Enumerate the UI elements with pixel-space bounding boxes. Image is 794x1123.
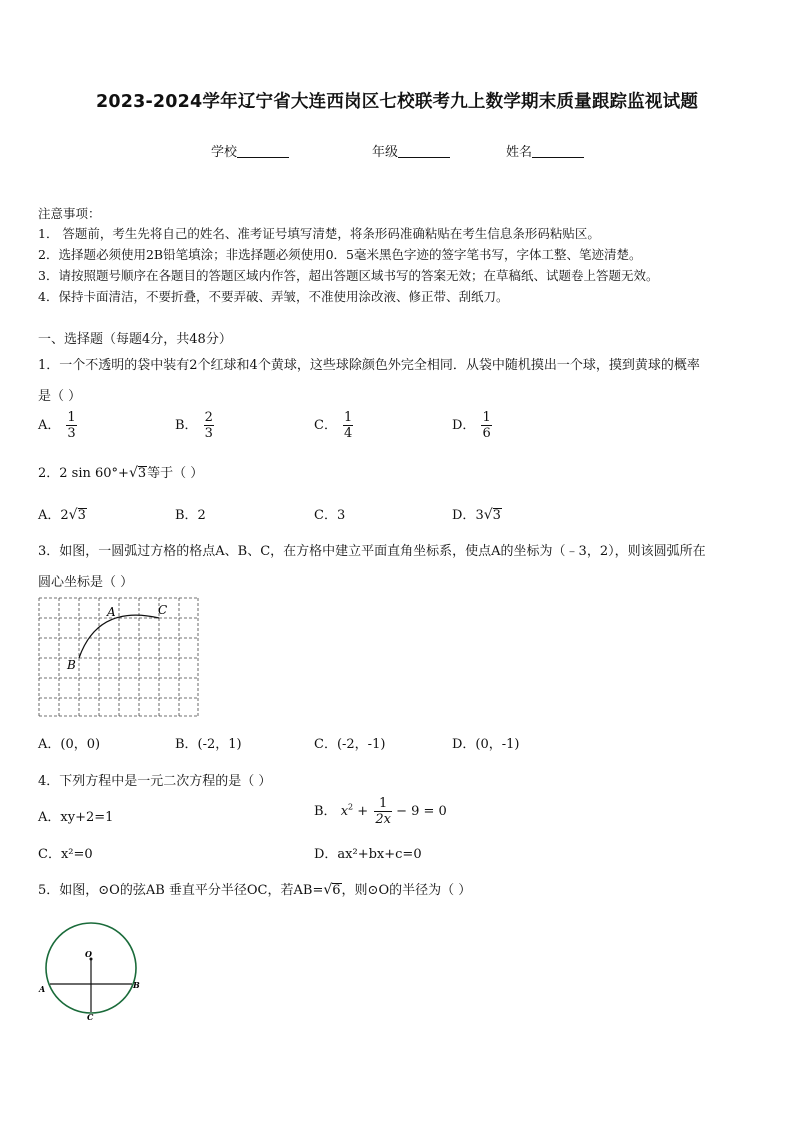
question-4-stem: 4．下列方程中是一元二次方程的是（ ） [38,774,272,789]
point-b-label: B [133,980,140,990]
q1-option-b[interactable]: B． $\frac{2}{3}$ [175,410,213,441]
point-b-label: B [67,658,76,672]
q1-option-d[interactable]: D． $\frac{1}{6}$ [452,410,491,441]
point-a-label: A [107,605,116,619]
school-field[interactable] [211,141,289,160]
question-3-stem: 3．如图，一圆弧过方格的格点A、B、C，在方格中建立平面直角坐标系，使点A的坐标为（﹣3，2），则该圆弧所在 [38,544,706,559]
q1-option-c[interactable]: C． $\frac{1}{4}$ [314,410,353,441]
question-3-stem-cont: 圆心坐标是（ ） [38,575,134,590]
page-title: 2023-2024学年辽宁省大连西岗区七校联考九上数学期末质量跟踪监视试题 [95,92,699,112]
q2-option-a[interactable]: A．2√3 [38,507,86,523]
q3-option-a[interactable]: A．(0，0) [38,737,101,752]
q4-option-c[interactable]: C．x²=0 [38,847,93,862]
grade-label: 年级 [372,145,399,160]
q5-circle-figure [36,912,146,1022]
q4-option-b[interactable]: B． $x^2$ + $\frac{1}{2x}$ − 9 = 0 [314,796,447,827]
question-2-stem: 2．2 sin 60°+√3等于（ ） [38,465,204,481]
name-label: 姓名 [506,145,533,160]
point-a-label: A [39,984,46,994]
notice-item: 1． 答题前，考生先将自己的姓名、准考证号填写清楚，将条形码准确粘贴在考生信息条形码粘贴区。 [38,226,600,241]
q2-option-d[interactable]: D．3√3 [452,507,501,523]
q2-option-c[interactable]: C．3 [314,508,346,523]
q4-option-d[interactable]: D．ax²+bx+c=0 [314,847,422,862]
point-c-label: C [158,603,168,617]
school-label: 学校 [211,145,238,160]
question-1-stem: 1．一个不透明的袋中装有2个红球和4个黄球，这些球除颜色外完全相同．从袋中随机摸出一个球，摸到黄球的概率 [38,358,700,373]
notice-heading: 注意事项： [38,206,101,221]
question-1-stem-cont: 是（ ） [38,389,82,404]
q3-option-b[interactable]: B．(-2，1) [175,737,242,752]
grid-lines [39,598,198,716]
circular-arc [79,615,159,658]
grade-field[interactable] [372,141,450,160]
q4-option-a[interactable]: A．xy+2=1 [38,810,114,825]
name-field[interactable] [506,141,584,160]
notice-item: 3．请按照题号顺序在各题目的答题区域内作答，超出答题区域书写的答案无效；在草稿纸、试题卷上答题无效。 [38,268,659,283]
q3-option-d[interactable]: D．(0，-1) [452,737,520,752]
q3-option-c[interactable]: C．(-2，-1) [314,737,386,752]
point-c-label: C [87,1012,94,1022]
q2-option-b[interactable]: B．2 [175,508,206,523]
notice-item: 2．选择题必须使用2B铅笔填涂；非选择题必须使用0．5毫米黑色字迹的签字笔书写，字体工整、笔迹清楚。 [38,247,642,262]
point-o-label: O [85,949,92,959]
q3-grid-figure [38,597,200,719]
section-heading: 一、选择题（每题4分，共48分） [38,332,232,347]
notice-item: 4．保持卡面清洁，不要折叠，不要弄破、弄皱，不准使用涂改液、修正带、刮纸刀。 [38,289,509,304]
q1-option-a[interactable]: A． $\frac{1}{3}$ [38,410,76,441]
question-5-stem: 5．如图，⊙O的弦AB 垂直平分半径OC，若AB=√6，则⊙O的半径为（ ） [38,882,472,898]
